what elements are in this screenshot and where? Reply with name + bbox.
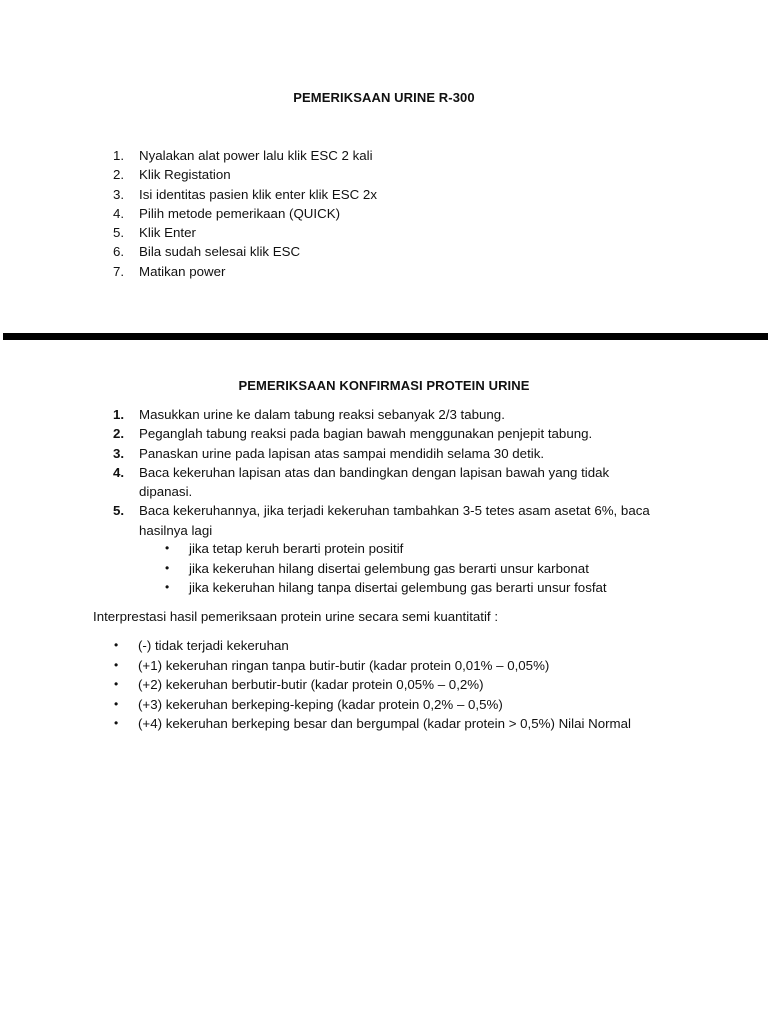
list-item (114, 636, 714, 656)
step-text: Baca kekeruhannya, jika terjadi kekeruhan tambahkan 3-5 tetes asam asetat 6%, baca hasilnya lagi (139, 503, 650, 538)
section-title-protein-urine: PEMERIKSAAN KONFIRMASI PROTEIN URINE (238, 378, 530, 393)
list-item (113, 424, 658, 443)
bullet-icon: • (114, 638, 119, 652)
step-text: Panaskan urine pada lapisan atas sampai mendidih selama 30 detik. (139, 445, 545, 461)
interpretation-intro: Interprestasi hasil pemeriksaan protein urine secara semi kuantitatif : (93, 609, 499, 624)
interpretation-text: (+1) kekeruhan ringan tanpa butir-butir (kadar protein 0,01% – 0,05%) (138, 657, 550, 673)
list-item (165, 578, 685, 598)
list-item (113, 501, 658, 540)
step-number: 4. (113, 205, 125, 221)
step-text: Nyalakan alat power lalu klik ESC 2 kali (139, 148, 373, 163)
list-item (113, 262, 633, 281)
step-text: Pilih metode pemerikaan (QUICK) (139, 205, 341, 221)
step-text: Klik Enter (139, 225, 196, 241)
list-item (114, 656, 714, 676)
step-number: 4. (113, 464, 125, 480)
step-number: 5. (113, 225, 125, 241)
list-item (114, 675, 714, 695)
list-item (113, 463, 658, 502)
step-text: Isi identitas pasien klik enter klik ESC 2x (139, 186, 377, 202)
list-item (114, 695, 714, 715)
bullet-icon: • (114, 677, 119, 692)
step-number: 5. (113, 503, 125, 519)
list-item (113, 146, 633, 165)
step-number: 6. (113, 244, 125, 260)
step-text: Masukkan urine ke dalam tabung reaksi sebanyak 2/3 tabung. (139, 407, 505, 422)
step-text: Klik Registation (139, 167, 231, 183)
step-text: Peganglah tabung reaksi pada bagian bawah menggunakan penjepit tabung. (139, 426, 593, 442)
section-divider (3, 333, 768, 340)
step-number: 3. (113, 186, 125, 202)
interpretation-list (114, 636, 714, 734)
interpretation-text: (+2) kekeruhan berbutir-butir (kadar protein 0,05% – 0,2%) (138, 677, 484, 693)
step-text: Baca kekeruhan lapisan atas dan bandingkan dengan lapisan bawah yang tidak dipanasi. (139, 464, 610, 500)
step-number: 1. (113, 148, 125, 163)
bullet-icon: • (114, 657, 119, 672)
step-text: Matikan power (139, 263, 226, 279)
list-item (113, 165, 633, 184)
sub-bullet-text: jika kekeruhan hilang disertai gelembung gas berarti unsur karbonat (189, 560, 589, 576)
bullet-icon: • (165, 580, 170, 595)
step-number: 3. (113, 445, 125, 461)
urine-r300-step-list (113, 146, 633, 281)
bullet-icon: • (114, 716, 119, 731)
list-item (113, 405, 658, 424)
list-item (113, 223, 633, 242)
interpretation-text: (+4) kekeruhan berkeping besar dan bergumpal (kadar protein > 0,5%) Nilai Normal (138, 716, 631, 732)
list-item (113, 242, 633, 261)
result-sub-bullet-list (165, 539, 685, 598)
step-number: 2. (113, 426, 125, 442)
interpretation-text: (-) tidak terjadi kekeruhan (138, 638, 289, 653)
step-text: Bila sudah selesai klik ESC (139, 244, 301, 260)
step-number: 7. (113, 263, 125, 279)
list-item (114, 714, 714, 734)
bullet-icon: • (165, 541, 170, 555)
protein-urine-step-list (113, 405, 658, 540)
list-item (165, 559, 685, 579)
list-item (165, 539, 685, 559)
list-item (113, 185, 633, 204)
bullet-icon: • (165, 560, 170, 575)
sub-bullet-text: jika kekeruhan hilang tanpa disertai gelembung gas berarti unsur fosfat (189, 580, 607, 596)
list-item (113, 444, 658, 463)
section-title-urine-r300: PEMERIKSAAN URINE R-300 (293, 90, 475, 105)
step-number: 1. (113, 407, 125, 422)
step-number: 2. (113, 167, 125, 183)
list-item (113, 204, 633, 223)
bullet-icon: • (114, 696, 119, 711)
interpretation-text: (+3) kekeruhan berkeping-keping (kadar protein 0,2% – 0,5%) (138, 696, 503, 712)
sub-bullet-text: jika tetap keruh berarti protein positif (189, 541, 404, 556)
